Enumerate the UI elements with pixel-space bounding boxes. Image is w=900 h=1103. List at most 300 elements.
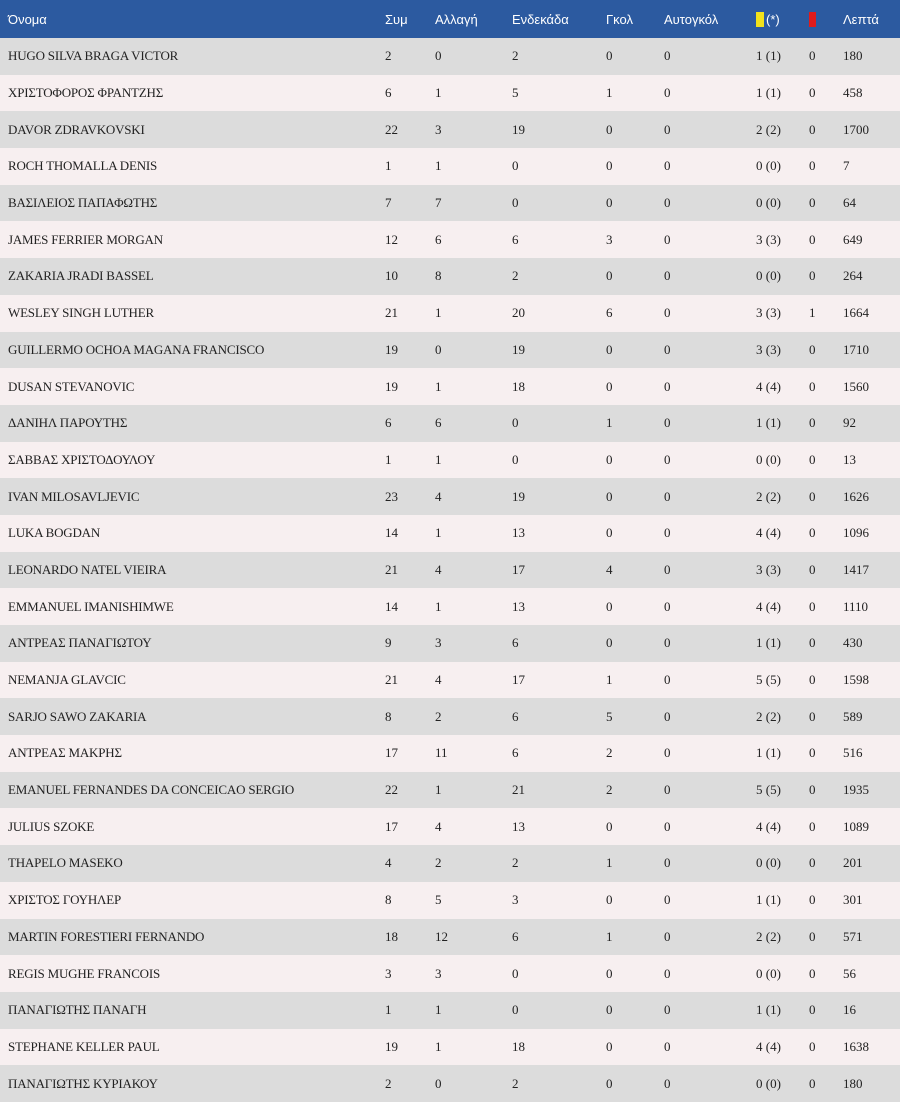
table-row <box>0 992 900 1029</box>
cell-own-goals: 0 <box>664 515 756 552</box>
cell-apps: 7 <box>385 185 435 222</box>
cell-name[interactable]: ROCH THOMALLA DENIS <box>0 148 385 185</box>
cell-goals: 2 <box>606 772 664 809</box>
cell-apps: 6 <box>385 405 435 442</box>
cell-starting: 18 <box>512 368 606 405</box>
cell-starting: 17 <box>512 552 606 589</box>
cell-subs: 1 <box>435 295 512 332</box>
cell-apps: 1 <box>385 992 435 1029</box>
cell-yellow-cards: 0 (0) <box>756 185 809 222</box>
cell-own-goals: 0 <box>664 332 756 369</box>
cell-starting: 17 <box>512 662 606 699</box>
cell-apps: 23 <box>385 478 435 515</box>
cell-minutes: 16 <box>843 992 900 1029</box>
cell-yellow-cards: 1 (1) <box>756 625 809 662</box>
cell-yellow-cards: 3 (3) <box>756 295 809 332</box>
cell-red-cards: 0 <box>809 845 843 882</box>
cell-subs: 0 <box>435 38 512 75</box>
cell-subs: 1 <box>435 992 512 1029</box>
table-row <box>0 185 900 222</box>
cell-name[interactable]: JULIUS SZOKE <box>0 808 385 845</box>
cell-minutes: 1638 <box>843 1029 900 1066</box>
cell-red-cards: 0 <box>809 588 843 625</box>
cell-name[interactable]: LEONARDO NATEL VIEIRA <box>0 552 385 589</box>
cell-subs: 4 <box>435 662 512 699</box>
table-row <box>0 148 900 185</box>
table-row <box>0 1029 900 1066</box>
cell-own-goals: 0 <box>664 185 756 222</box>
cell-apps: 18 <box>385 919 435 956</box>
cell-name[interactable]: LUKA BOGDAN <box>0 515 385 552</box>
cell-apps: 4 <box>385 845 435 882</box>
cell-subs: 2 <box>435 845 512 882</box>
cell-own-goals: 0 <box>664 735 756 772</box>
yellow-card-icon <box>756 12 764 27</box>
cell-starting: 6 <box>512 919 606 956</box>
cell-own-goals: 0 <box>664 955 756 992</box>
cell-red-cards: 0 <box>809 919 843 956</box>
cell-minutes: 1089 <box>843 808 900 845</box>
table-row <box>0 698 900 735</box>
cell-minutes: 1700 <box>843 111 900 148</box>
cell-starting: 3 <box>512 882 606 919</box>
cell-yellow-cards: 3 (3) <box>756 221 809 258</box>
cell-subs: 6 <box>435 221 512 258</box>
cell-starting: 13 <box>512 808 606 845</box>
cell-name[interactable]: ΠΑΝΑΓΙΩΤΗΣ ΚΥΡΙΑΚΟΥ <box>0 1065 385 1102</box>
cell-goals: 0 <box>606 111 664 148</box>
cell-starting: 6 <box>512 735 606 772</box>
cell-yellow-cards: 0 (0) <box>756 845 809 882</box>
cell-subs: 1 <box>435 442 512 479</box>
table-row <box>0 38 900 75</box>
table-row <box>0 515 900 552</box>
cell-name[interactable]: ΠΑΝΑΓΙΩΤΗΣ ΠΑΝΑΓΗ <box>0 992 385 1029</box>
cell-starting: 2 <box>512 38 606 75</box>
cell-apps: 19 <box>385 368 435 405</box>
cell-name[interactable]: ΑΝΤΡΕΑΣ ΜΑΚΡΗΣ <box>0 735 385 772</box>
cell-name[interactable]: ΔΑΝΙΗΛ ΠΑΡΟΥΤΗΣ <box>0 405 385 442</box>
cell-minutes: 1417 <box>843 552 900 589</box>
cell-yellow-cards: 3 (3) <box>756 552 809 589</box>
cell-yellow-cards: 4 (4) <box>756 515 809 552</box>
cell-apps: 10 <box>385 258 435 295</box>
cell-starting: 6 <box>512 221 606 258</box>
cell-yellow-cards: 2 (2) <box>756 478 809 515</box>
cell-name[interactable]: MARTIN FORESTIERI FERNANDO <box>0 919 385 956</box>
cell-red-cards: 0 <box>809 442 843 479</box>
cell-goals: 0 <box>606 1029 664 1066</box>
cell-subs: 12 <box>435 919 512 956</box>
cell-subs: 1 <box>435 75 512 112</box>
cell-starting: 19 <box>512 111 606 148</box>
cell-own-goals: 0 <box>664 38 756 75</box>
cell-yellow-cards: 2 (2) <box>756 111 809 148</box>
cell-yellow-cards: 4 (4) <box>756 1029 809 1066</box>
cell-red-cards: 0 <box>809 478 843 515</box>
cell-red-cards: 0 <box>809 258 843 295</box>
cell-red-cards: 0 <box>809 148 843 185</box>
cell-subs: 5 <box>435 882 512 919</box>
cell-own-goals: 0 <box>664 882 756 919</box>
cell-starting: 19 <box>512 332 606 369</box>
cell-own-goals: 0 <box>664 588 756 625</box>
cell-own-goals: 0 <box>664 221 756 258</box>
cell-yellow-cards: 3 (3) <box>756 332 809 369</box>
cell-name[interactable]: DUSAN STEVANOVIC <box>0 368 385 405</box>
cell-yellow-cards: 4 (4) <box>756 808 809 845</box>
cell-goals: 3 <box>606 221 664 258</box>
cell-name[interactable]: EMMANUEL IMANISHIMWE <box>0 588 385 625</box>
cell-apps: 12 <box>385 221 435 258</box>
cell-subs: 3 <box>435 955 512 992</box>
cell-goals: 0 <box>606 442 664 479</box>
cell-yellow-cards: 0 (0) <box>756 1065 809 1102</box>
cell-yellow-cards: 1 (1) <box>756 735 809 772</box>
cell-minutes: 180 <box>843 38 900 75</box>
cell-subs: 1 <box>435 148 512 185</box>
cell-apps: 6 <box>385 75 435 112</box>
cell-own-goals: 0 <box>664 992 756 1029</box>
cell-own-goals: 0 <box>664 845 756 882</box>
cell-apps: 17 <box>385 808 435 845</box>
cell-goals: 0 <box>606 148 664 185</box>
cell-yellow-cards: 1 (1) <box>756 882 809 919</box>
table-row <box>0 368 900 405</box>
cell-apps: 21 <box>385 552 435 589</box>
cell-apps: 1 <box>385 148 435 185</box>
table-row <box>0 552 900 589</box>
table-row <box>0 955 900 992</box>
cell-subs: 0 <box>435 1065 512 1102</box>
table-row <box>0 332 900 369</box>
cell-starting: 0 <box>512 992 606 1029</box>
cell-name[interactable]: THAPELO MASEKO <box>0 845 385 882</box>
cell-subs: 1 <box>435 368 512 405</box>
cell-goals: 0 <box>606 1065 664 1102</box>
cell-red-cards: 0 <box>809 185 843 222</box>
cell-goals: 2 <box>606 735 664 772</box>
cell-subs: 1 <box>435 1029 512 1066</box>
cell-minutes: 56 <box>843 955 900 992</box>
cell-goals: 6 <box>606 295 664 332</box>
cell-starting: 20 <box>512 295 606 332</box>
cell-own-goals: 0 <box>664 808 756 845</box>
cell-minutes: 1598 <box>843 662 900 699</box>
cell-own-goals: 0 <box>664 148 756 185</box>
table-row <box>0 258 900 295</box>
cell-own-goals: 0 <box>664 75 756 112</box>
cell-own-goals: 0 <box>664 919 756 956</box>
cell-yellow-cards: 1 (1) <box>756 75 809 112</box>
cell-starting: 2 <box>512 845 606 882</box>
cell-goals: 0 <box>606 992 664 1029</box>
table-row <box>0 882 900 919</box>
cell-red-cards: 0 <box>809 75 843 112</box>
cell-subs: 3 <box>435 625 512 662</box>
cell-red-cards: 1 <box>809 295 843 332</box>
cell-name[interactable]: ΑΝΤΡΕΑΣ ΠΑΝΑΓΙΩΤΟΥ <box>0 625 385 662</box>
table-row <box>0 772 900 809</box>
cell-starting: 0 <box>512 442 606 479</box>
cell-name[interactable]: GUILLERMO OCHOA MAGANA FRANCISCO <box>0 332 385 369</box>
cell-name[interactable]: DAVOR ZDRAVKOVSKI <box>0 111 385 148</box>
cell-name[interactable]: ΧΡΙΣΤΟΣ ΓΟΥΗΛΕΡ <box>0 882 385 919</box>
col-header-subs[interactable]: Αλλαγή <box>435 0 512 38</box>
cell-yellow-cards: 5 (5) <box>756 772 809 809</box>
cell-own-goals: 0 <box>664 1065 756 1102</box>
col-header-red-cards[interactable] <box>809 0 843 38</box>
table-row <box>0 295 900 332</box>
table-row <box>0 221 900 258</box>
cell-own-goals: 0 <box>664 111 756 148</box>
cell-red-cards: 0 <box>809 772 843 809</box>
cell-subs: 1 <box>435 515 512 552</box>
cell-apps: 9 <box>385 625 435 662</box>
cell-goals: 0 <box>606 332 664 369</box>
cell-name[interactable]: REGIS MUGHE FRANCOIS <box>0 955 385 992</box>
cell-apps: 1 <box>385 442 435 479</box>
cell-minutes: 264 <box>843 258 900 295</box>
cell-red-cards: 0 <box>809 735 843 772</box>
cell-minutes: 458 <box>843 75 900 112</box>
cell-name[interactable]: IVAN MILOSAVLJEVIC <box>0 478 385 515</box>
cell-yellow-cards: 0 (0) <box>756 955 809 992</box>
cell-starting: 5 <box>512 75 606 112</box>
cell-starting: 2 <box>512 1065 606 1102</box>
cell-own-goals: 0 <box>664 1029 756 1066</box>
cell-starting: 21 <box>512 772 606 809</box>
cell-goals: 0 <box>606 588 664 625</box>
cell-name[interactable]: ZAKARIA JRADI BASSEL <box>0 258 385 295</box>
cell-starting: 0 <box>512 405 606 442</box>
cell-red-cards: 0 <box>809 552 843 589</box>
cell-apps: 8 <box>385 698 435 735</box>
cell-subs: 0 <box>435 332 512 369</box>
cell-own-goals: 0 <box>664 442 756 479</box>
cell-apps: 22 <box>385 111 435 148</box>
cell-apps: 14 <box>385 515 435 552</box>
col-header-apps[interactable]: Συμ <box>385 0 435 38</box>
cell-apps: 22 <box>385 772 435 809</box>
cell-name[interactable]: EMANUEL FERNANDES DA CONCEICAO SERGIO <box>0 772 385 809</box>
cell-red-cards: 0 <box>809 882 843 919</box>
cell-red-cards: 0 <box>809 405 843 442</box>
cell-minutes: 1935 <box>843 772 900 809</box>
cell-red-cards: 0 <box>809 808 843 845</box>
col-header-own-goals[interactable]: Αυτογκόλ <box>664 0 756 38</box>
cell-red-cards: 0 <box>809 625 843 662</box>
cell-red-cards: 0 <box>809 698 843 735</box>
cell-apps: 3 <box>385 955 435 992</box>
cell-own-goals: 0 <box>664 295 756 332</box>
cell-minutes: 1110 <box>843 588 900 625</box>
cell-minutes: 64 <box>843 185 900 222</box>
cell-apps: 21 <box>385 662 435 699</box>
table-row <box>0 75 900 112</box>
cell-own-goals: 0 <box>664 552 756 589</box>
cell-yellow-cards: 0 (0) <box>756 148 809 185</box>
cell-red-cards: 0 <box>809 1029 843 1066</box>
cell-red-cards: 0 <box>809 515 843 552</box>
cell-subs: 11 <box>435 735 512 772</box>
cell-own-goals: 0 <box>664 772 756 809</box>
col-header-minutes[interactable]: Λεπτά <box>843 0 900 38</box>
cell-apps: 8 <box>385 882 435 919</box>
cell-starting: 13 <box>512 588 606 625</box>
cell-yellow-cards: 1 (1) <box>756 405 809 442</box>
cell-subs: 1 <box>435 772 512 809</box>
cell-goals: 0 <box>606 368 664 405</box>
table-row <box>0 1065 900 1102</box>
cell-apps: 2 <box>385 1065 435 1102</box>
cell-own-goals: 0 <box>664 258 756 295</box>
cell-starting: 0 <box>512 185 606 222</box>
col-header-starting[interactable]: Ενδεκάδα <box>512 0 606 38</box>
cell-red-cards: 0 <box>809 992 843 1029</box>
cell-name[interactable]: STEPHANE KELLER PAUL <box>0 1029 385 1066</box>
cell-goals: 0 <box>606 185 664 222</box>
cell-goals: 0 <box>606 808 664 845</box>
cell-minutes: 1710 <box>843 332 900 369</box>
col-header-yellow-cards[interactable] <box>756 0 809 38</box>
cell-starting: 0 <box>512 148 606 185</box>
cell-subs: 4 <box>435 478 512 515</box>
cell-red-cards: 0 <box>809 221 843 258</box>
cell-starting: 13 <box>512 515 606 552</box>
cell-starting: 6 <box>512 625 606 662</box>
cell-yellow-cards: 2 (2) <box>756 919 809 956</box>
cell-yellow-cards: 0 (0) <box>756 258 809 295</box>
table-row <box>0 588 900 625</box>
table-body <box>0 38 900 1102</box>
cell-apps: 21 <box>385 295 435 332</box>
cell-red-cards: 0 <box>809 111 843 148</box>
cell-yellow-cards: 5 (5) <box>756 662 809 699</box>
cell-yellow-cards: 0 (0) <box>756 442 809 479</box>
cell-name[interactable]: JAMES FERRIER MORGAN <box>0 221 385 258</box>
cell-red-cards: 0 <box>809 38 843 75</box>
cell-subs: 1 <box>435 588 512 625</box>
cell-apps: 19 <box>385 332 435 369</box>
cell-yellow-cards: 2 (2) <box>756 698 809 735</box>
table-row <box>0 808 900 845</box>
table-row <box>0 919 900 956</box>
cell-goals: 0 <box>606 625 664 662</box>
table-row <box>0 405 900 442</box>
cell-yellow-cards: 1 (1) <box>756 38 809 75</box>
cell-name[interactable]: ΧΡΙΣΤΟΦΟΡΟΣ ΦΡΑΝΤΖΗΣ <box>0 75 385 112</box>
cell-name[interactable]: ΣΑΒΒΑΣ ΧΡΙΣΤΟΔΟΥΛΟΥ <box>0 442 385 479</box>
cell-minutes: 430 <box>843 625 900 662</box>
cell-goals: 5 <box>606 698 664 735</box>
cell-apps: 2 <box>385 38 435 75</box>
cell-goals: 0 <box>606 955 664 992</box>
cell-minutes: 1626 <box>843 478 900 515</box>
cell-name[interactable]: WESLEY SINGH LUTHER <box>0 295 385 332</box>
yellow-suffix: (*) <box>766 11 780 27</box>
cell-minutes: 301 <box>843 882 900 919</box>
cell-name[interactable]: NEMANJA GLAVCIC <box>0 662 385 699</box>
cell-minutes: 7 <box>843 148 900 185</box>
cell-own-goals: 0 <box>664 625 756 662</box>
col-header-name[interactable]: Όνομα <box>0 0 385 38</box>
cell-minutes: 180 <box>843 1065 900 1102</box>
table-row <box>0 662 900 699</box>
cell-subs: 2 <box>435 698 512 735</box>
table-row <box>0 625 900 662</box>
cell-apps: 14 <box>385 588 435 625</box>
cell-name[interactable]: SARJO SAWO ZAKARIA <box>0 698 385 735</box>
cell-red-cards: 0 <box>809 955 843 992</box>
cell-minutes: 1560 <box>843 368 900 405</box>
cell-starting: 0 <box>512 955 606 992</box>
cell-starting: 18 <box>512 1029 606 1066</box>
cell-starting: 19 <box>512 478 606 515</box>
cell-goals: 0 <box>606 258 664 295</box>
cell-yellow-cards: 1 (1) <box>756 992 809 1029</box>
cell-minutes: 13 <box>843 442 900 479</box>
cell-goals: 0 <box>606 882 664 919</box>
cell-own-goals: 0 <box>664 662 756 699</box>
cell-red-cards: 0 <box>809 1065 843 1102</box>
cell-starting: 6 <box>512 698 606 735</box>
red-card-icon <box>809 12 816 27</box>
cell-goals: 1 <box>606 662 664 699</box>
cell-goals: 1 <box>606 75 664 112</box>
cell-subs: 6 <box>435 405 512 442</box>
cell-goals: 1 <box>606 919 664 956</box>
cell-subs: 7 <box>435 185 512 222</box>
table-row <box>0 442 900 479</box>
cell-name[interactable]: ΒΑΣΙΛΕΙΟΣ ΠΑΠΑΦΩΤΗΣ <box>0 185 385 222</box>
cell-subs: 8 <box>435 258 512 295</box>
cell-red-cards: 0 <box>809 332 843 369</box>
cell-starting: 2 <box>512 258 606 295</box>
cell-minutes: 1096 <box>843 515 900 552</box>
cell-goals: 0 <box>606 478 664 515</box>
table-row <box>0 478 900 515</box>
cell-subs: 4 <box>435 808 512 845</box>
cell-goals: 0 <box>606 515 664 552</box>
cell-subs: 4 <box>435 552 512 589</box>
cell-own-goals: 0 <box>664 698 756 735</box>
cell-minutes: 1664 <box>843 295 900 332</box>
table-header-row <box>0 0 900 38</box>
cell-minutes: 201 <box>843 845 900 882</box>
col-header-goals[interactable]: Γκολ <box>606 0 664 38</box>
cell-goals: 0 <box>606 38 664 75</box>
table-row <box>0 111 900 148</box>
cell-minutes: 571 <box>843 919 900 956</box>
cell-yellow-cards: 4 (4) <box>756 588 809 625</box>
cell-goals: 1 <box>606 845 664 882</box>
cell-name[interactable]: HUGO SILVA BRAGA VICTOR <box>0 38 385 75</box>
cell-goals: 4 <box>606 552 664 589</box>
cell-apps: 17 <box>385 735 435 772</box>
cell-apps: 19 <box>385 1029 435 1066</box>
cell-minutes: 589 <box>843 698 900 735</box>
cell-own-goals: 0 <box>664 478 756 515</box>
cell-subs: 3 <box>435 111 512 148</box>
cell-minutes: 649 <box>843 221 900 258</box>
cell-red-cards: 0 <box>809 662 843 699</box>
cell-own-goals: 0 <box>664 368 756 405</box>
cell-own-goals: 0 <box>664 405 756 442</box>
cell-minutes: 92 <box>843 405 900 442</box>
cell-minutes: 516 <box>843 735 900 772</box>
cell-red-cards: 0 <box>809 368 843 405</box>
